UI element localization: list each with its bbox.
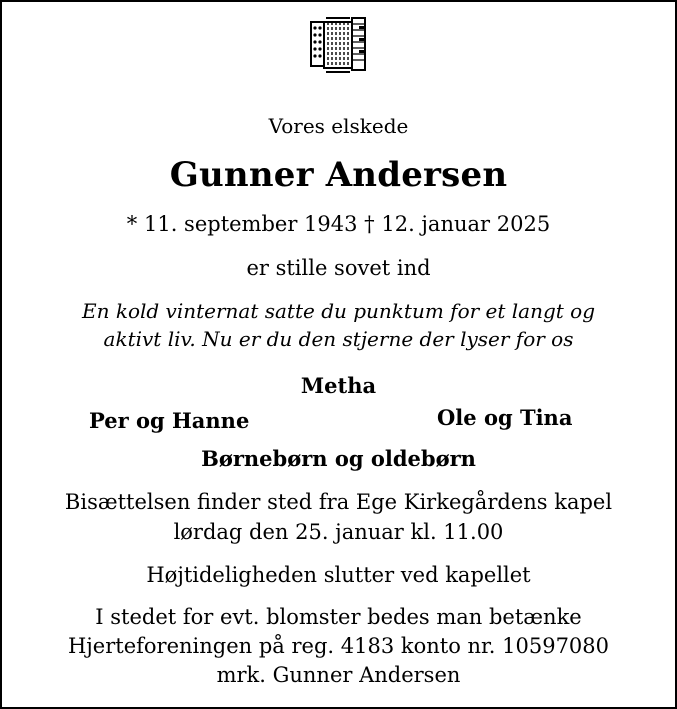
ceremony-note: Højtideligheden slutter ved kapellet <box>146 563 531 587</box>
donation-info <box>0 603 677 690</box>
service-line-1: Bisættelsen finder sted fra Ege Kirkegårdens kapel <box>64 490 613 514</box>
donation-line-3: mrk. Gunner Andersen <box>216 663 461 687</box>
service-line-2: lørdag den 25. januar kl. 11.00 <box>173 520 504 544</box>
family-left: Per og Hanne <box>89 408 250 433</box>
quote-line-2: aktivt liv. Nu er du den stjerne der lyser for os <box>103 327 574 351</box>
donation-line-2: Hjerteforeningen på reg. 4183 konto nr. 10597080 <box>67 634 610 658</box>
passed-away-text: er stille sovet ind <box>246 256 431 280</box>
grandchildren: Børnebørn og oldebørn <box>201 446 476 471</box>
memorial-quote <box>0 297 677 353</box>
accordion-icon <box>308 14 368 76</box>
intro-text: Vores elskede <box>268 114 409 138</box>
donation-line-1: I stedet for evt. blomster bedes man betænke <box>95 605 582 629</box>
deceased-name: Gunner Andersen <box>169 155 508 195</box>
family-right: Ole og Tina <box>437 405 573 430</box>
life-dates: * 11. september 1943 † 12. januar 2025 <box>126 212 551 236</box>
quote-line-1: En kold vinternat satte du punktum for et langt og <box>81 299 596 323</box>
service-info <box>0 487 677 547</box>
spouse-name: Metha <box>300 373 377 398</box>
